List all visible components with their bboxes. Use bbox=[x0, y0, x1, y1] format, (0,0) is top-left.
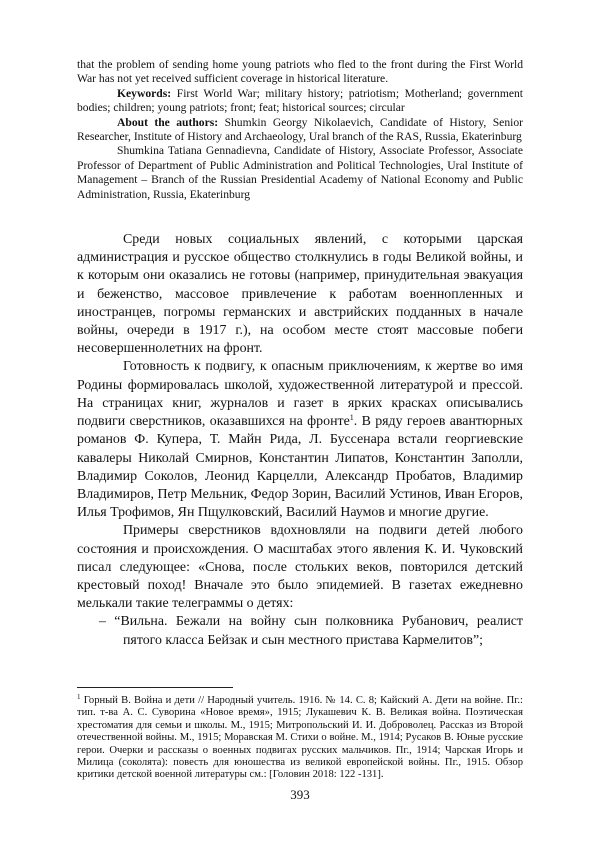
para2-text-b: . В ряду героев авантюрных романов Ф. Купера, Т. Майн Рида, Л. Буссенара встали георгиевские кавалеры Николай Смирнов, Константин Липатов, Константин Заполли, Владимир Соколов, Леонид Карцелли, Александр Пробатов, Владимир Владимиров, Петр Мельник, Федор Зорин, Василий Устинов, Иван Егоров, Илья Трофимов, Ян Пщулковский, Василий Наумов и многие другие. bbox=[77, 414, 523, 521]
page-number: 393 bbox=[290, 787, 310, 802]
authors-label: About the authors: bbox=[117, 115, 219, 129]
keywords-label: Keywords: bbox=[117, 86, 172, 100]
body-paragraph-1: Среди новых социальных явлений, с которыми царская администрация и русское общество столкнулись в годы Великой войны, и к которым они оказались не готовы (например, принудительная эвакуация и беженство, массовое привлечение к работам военнопленных и иностранцев, погромы германских и австрийских подданных в начале войны, очереди в 1917 г.), на особом месте стоят массовые побеги несовершеннолетних на фронт. bbox=[77, 232, 523, 357]
footnote-separator bbox=[77, 687, 233, 688]
article-body bbox=[77, 231, 523, 650]
footnote-paragraph bbox=[77, 695, 523, 782]
english-abstract bbox=[77, 58, 523, 202]
footnote-marker: 1 bbox=[77, 693, 81, 701]
body-paragraph-3: Примеры сверстников вдохновляли на подвиги детей любого состояния и происхождения. О масштабах этого явления К. И. Чуковский писал следующее: «Снова, после стольких веков, повторился детский крестовый поход! Вначале это было эпидемией. В газетах ежедневно мелькали такие телеграммы о детях: bbox=[77, 523, 523, 612]
page-content bbox=[77, 58, 523, 650]
footnote-text: Горный В. Война и дети // Народный учитель. 1916. № 14. С. 8; Кайский А. Дети на войне. Пг.: тип. т-ва А. С. Суворина «Новое время», 1915; Лукашевич К. В. Великая война. Поэтическая хрестоматия для семьи и школы. М., 1915; Митропольский И. И. Доброволец. Рассказ из Второй отечественной войны. М., 1915; Моравская М. Стихи о войне. М., 1914; Русаков В. Юные русские герои. Очерки и рассказы о военных подвигах русских мальчиков. Пг., 1914; Чарская Игорь и Милица (соколята): повесть для юношества из великой европейской войны. Пг., 1915. Обзор критики детской военной литературы см.: [Головин 2018: 122 -131]. bbox=[77, 695, 523, 781]
author1-text: Shumkin Georgy Nikolaevich, Candidate of History, Senior Researcher, Institute of History and Archaeology, Ural branch of the RAS, Russia, Ekaterinburg bbox=[77, 115, 524, 144]
footnote-reference[interactable]: 1 bbox=[349, 413, 354, 423]
author2-paragraph: Shumkina Tatiana Gennadievna, Candidate of History, Associate Professor, Associate Professor of Department of Public Administration and Political Technologies, Ural Institute of Management – Branch of the Russian Presidential Academy of National Economy and Public Administration, Russia, Ekaterinburg bbox=[77, 144, 523, 201]
footnote bbox=[77, 695, 523, 782]
para2-text-a: Готовность к подвигу, к опасным приключениям, к жертве во имя Родины формировалась школой, художественной литературой и прессой. На страницах книг, журналов и газет в ярких красках описывались подвиги сверстников, оказавшихся на фронте bbox=[77, 359, 523, 430]
keywords-paragraph bbox=[77, 87, 523, 116]
abstract-tail: that the problem of sending home young patriots who fled to the front during the First World War has not yet received sufficient coverage in historical literature. bbox=[77, 58, 523, 86]
keywords-text: First World War; military history; patriotism; Motherland; government bodies; children; young patriots; front; feat; historical sources; circular bbox=[77, 86, 523, 115]
body-paragraph-2 bbox=[77, 358, 523, 522]
quoted-telegram: – “Вильна. Бежали на войну сын полковника Рубанович, реалист пятого класса Бейзак и сын местного пристава Кармелитов”; bbox=[99, 614, 523, 648]
authors-paragraph bbox=[77, 116, 523, 145]
